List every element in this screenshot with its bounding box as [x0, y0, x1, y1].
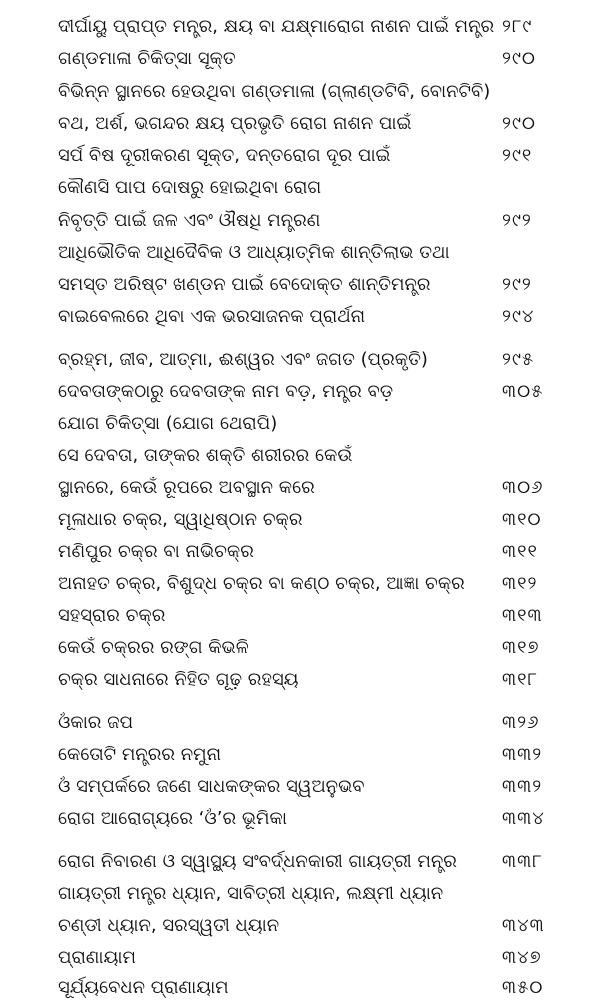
- toc-entry: [0, 879, 600, 909]
- toc-entry-title: ପ୍ରାଣାୟାମ: [58, 947, 136, 968]
- toc-entry-title: କେଉଁ ଚକ୍ରର ରଙ୍ଗ କିଭଳି: [58, 637, 249, 658]
- toc-entry-page: ୩୧୩: [502, 605, 543, 626]
- toc-entry-page: ୩୩୨: [502, 776, 543, 797]
- toc-entry-page: ୨୯୨: [502, 210, 532, 231]
- toc-entry-title: ରୋଗ ନିବାରଣ ଓ ସ୍ୱାସ୍ଥ୍ୟ ସଂବର୍ଦ୍ଧନକାରୀ ଗାୟତ୍ରୀ ମନ୍ତ୍ର: [58, 851, 457, 872]
- toc-entry-title: ମୂଳାଧାର ଚକ୍ର, ସ୍ୱାଧିଷ୍ଠାନ ଚକ୍ର: [58, 509, 303, 530]
- toc-entry: [0, 772, 600, 802]
- toc-entry-title: ସେ ଦେବତା, ତାଙ୍କର ଶକ୍ତି ଶରୀରର କେଉଁ: [58, 445, 353, 466]
- toc-entry-title: ଚକ୍ର ସାଧନାରେ ନିହିତ ଗୂଢ଼ ରହସ୍ୟ: [58, 669, 299, 690]
- toc-entry-page: ୩୪୩: [502, 915, 545, 936]
- toc-entry: [0, 270, 600, 300]
- toc-entry: [0, 345, 600, 375]
- toc-entry-title: କେତୋଟି ମନ୍ତ୍ରର ନମୁନା: [58, 744, 222, 765]
- toc-entry: [0, 633, 600, 663]
- toc-entry-title: ଓଁକାର ଜପ: [58, 712, 134, 733]
- toc-entry-title: ଦୀର୍ଘାୟୁ ପ୍ରାପ୍ତ ମନ୍ତ୍ର, କ୍ଷୟ ବା ଯକ୍ଷ୍ମାରୋଗ ନାଶନ ପାଇଁ ମନ୍ତ୍ର: [58, 16, 495, 37]
- toc-entry: [0, 537, 600, 567]
- toc-entry-page: ୨୯୦: [502, 48, 536, 69]
- toc-entry-title: ସର୍ପ ବିଷ ଦୂରୀକରଣ ସୂକ୍ତ, ଦନ୍ତରୋଗ ଦୂର ପାଇଁ: [58, 145, 391, 166]
- toc-entry-page: ୨୯୪: [502, 306, 535, 327]
- toc-entry-title: ଗାୟତ୍ରୀ ମନ୍ତ୍ର ଧ୍ୟାନ, ସାବିତ୍ରୀ ଧ୍ୟାନ, ଲକ୍ଷ୍ମୀ ଧ୍ୟାନ: [58, 883, 444, 904]
- toc-entry: [0, 109, 600, 139]
- toc-entry-page: ୨୮୯: [502, 16, 533, 37]
- toc-entry-title: ରୋଗ ଆରୋଗ୍ୟରେ ‘ଓଁ’ର ଭୂମିକା: [58, 808, 287, 829]
- toc-entry-page: ୨୯୨: [502, 274, 532, 295]
- toc-entry-page: ୩୩୨: [502, 744, 543, 765]
- toc-entry-page: ୩୧୮: [502, 669, 538, 690]
- toc-entry: [0, 740, 600, 770]
- toc-entry-title: ଚଣ୍ଡୀ ଧ୍ୟାନ, ସରସ୍ୱତୀ ଧ୍ୟାନ: [58, 915, 280, 936]
- toc-entry-title: ଆଧିଭୌତିକ ଆଧିଦୈବିକ ଓ ଆଧ୍ୟାତ୍ମିକ ଶାନ୍ତିଲାଭ ତଥା: [58, 242, 450, 263]
- toc-entry: [0, 943, 600, 973]
- toc-entry: [0, 44, 600, 74]
- toc-entry-title: ସୂର୍ଯ୍ୟବେଧନ ପ୍ରାଣାୟାମ: [58, 977, 229, 998]
- toc-entry: [0, 141, 600, 171]
- toc-entry: [0, 911, 600, 941]
- toc-entry: [0, 569, 600, 599]
- toc-entry: [0, 77, 600, 107]
- toc-entry-page: ୩୧୨: [502, 573, 538, 594]
- toc-entry-page: ୨୯୫: [502, 349, 535, 370]
- toc-entry: [0, 601, 600, 631]
- toc-entry-title: ବିଭିନ୍ନ ସ୍ଥାନରେ ହେଉଥିବା ଗଣ୍ଡମାଳା (ଗ୍ଲାଣ୍ଡଟିବି, ବୋନଟିବି): [58, 81, 491, 102]
- toc-entry: [0, 708, 600, 738]
- toc-entry-title: ବାଇବେଲରେ ଥିବା ଏକ ଭରସାଜନକ ପ୍ରାର୍ଥନା: [58, 306, 366, 327]
- toc-entry-title: ବ୍ରହ୍ମ, ଜୀବ, ଆତ୍ମା, ଈଶ୍ୱର ଏବଂ ଜଗତ (ପ୍ରକୃତି): [58, 349, 428, 370]
- toc-entry-title: ସମସ୍ତ ଅରିଷ୍ଟ ଖଣ୍ଡନ ପାଇଁ ବେଦୋକ୍ତ ଶାନ୍ତିମନ୍ତ୍ର: [58, 274, 431, 295]
- toc-entry: [0, 206, 600, 236]
- toc-entry: [0, 847, 600, 877]
- toc-entry: [0, 975, 600, 1001]
- toc-entry-page: ୩୦୬: [502, 477, 544, 498]
- toc-entry-page: ୩୦୫: [502, 381, 544, 402]
- toc-entry-page: ୩୧୧: [502, 541, 538, 562]
- toc-entry: [0, 665, 600, 695]
- toc-entry-page: ୩୩୪: [502, 808, 545, 829]
- toc-entry-title: ଦେବତାଙ୍କଠାରୁ ଦେବତାଙ୍କ ନାମ ବଡ଼, ମନ୍ତ୍ର ବଡ଼: [58, 381, 394, 402]
- toc-entry-title: ଗଣ୍ଡମାଳା ଚିକିତ୍ସା ସୂକ୍ତ: [58, 48, 236, 69]
- toc-entry: [0, 377, 600, 407]
- toc-entry: [0, 238, 600, 268]
- toc-entry-page: ୩୪୭: [502, 947, 542, 968]
- toc-entry-title: ସହସ୍ରାର ଚକ୍ର: [58, 605, 166, 626]
- toc-entry: [0, 473, 600, 503]
- toc-entry-page: ୩୨୬: [502, 712, 540, 733]
- toc-entry-page: ୩୫୦: [502, 977, 544, 998]
- toc-entry: [0, 409, 600, 439]
- toc-entry-page: ୩୧୭: [502, 637, 540, 658]
- toc-entry-title: କୌଣସି ପାପ ଦୋଷରୁ ହୋଇଥିବା ରୋଗ: [58, 177, 322, 198]
- toc-entry: [0, 505, 600, 535]
- toc-entry: [0, 12, 600, 42]
- toc-entry-page: ୩୩୮: [502, 851, 543, 872]
- toc-entry-title: ଯୋଗ ଚିକିତ୍ସା (ଯୋଗ ଥେରାପି): [58, 413, 278, 434]
- toc-entry-title: ନିବୃତ୍ତି ପାଇଁ ଜଳ ଏବଂ ଔଷଧି ମନ୍ତ୍ରଣ: [58, 210, 321, 231]
- toc-entry-page: ୨୯୧: [502, 145, 533, 166]
- toc-entry-title: ଅନାହତ ଚକ୍ର, ବିଶୁଦ୍ଧ ଚକ୍ର ବା କଣ୍ଠ ଚକ୍ର, ଆଜ୍ଞା ଚକ୍ର: [58, 573, 465, 594]
- toc-entry-page: ୩୧୦: [502, 509, 542, 530]
- toc-entry-title: ସ୍ଥାନରେ, କେଉଁ ରୂପରେ ଅବସ୍ଥାନ କରେ: [58, 477, 315, 498]
- toc-entry-title: ଓଁ ସମ୍ପର୍କରେ ଜଣେ ସାଧକଙ୍କର ସ୍ୱଅନୁଭବ: [58, 776, 365, 797]
- toc-entry: [0, 441, 600, 471]
- toc-entry: [0, 173, 600, 203]
- toc-entry-page: ୨୯୦: [502, 113, 536, 134]
- toc-entry-title: ମଣିପୁର ଚକ୍ର ବା ନାଭିଚକ୍ର: [58, 541, 254, 562]
- toc-entry: [0, 804, 600, 834]
- toc-entry: [0, 302, 600, 332]
- toc-entry-title: ବଥ, ଅର୍ଶ, ଭଗନ୍ଦର କ୍ଷୟ ପ୍ରଭୃତି ରୋଗ ନାଶନ ପାଇଁ: [58, 113, 412, 134]
